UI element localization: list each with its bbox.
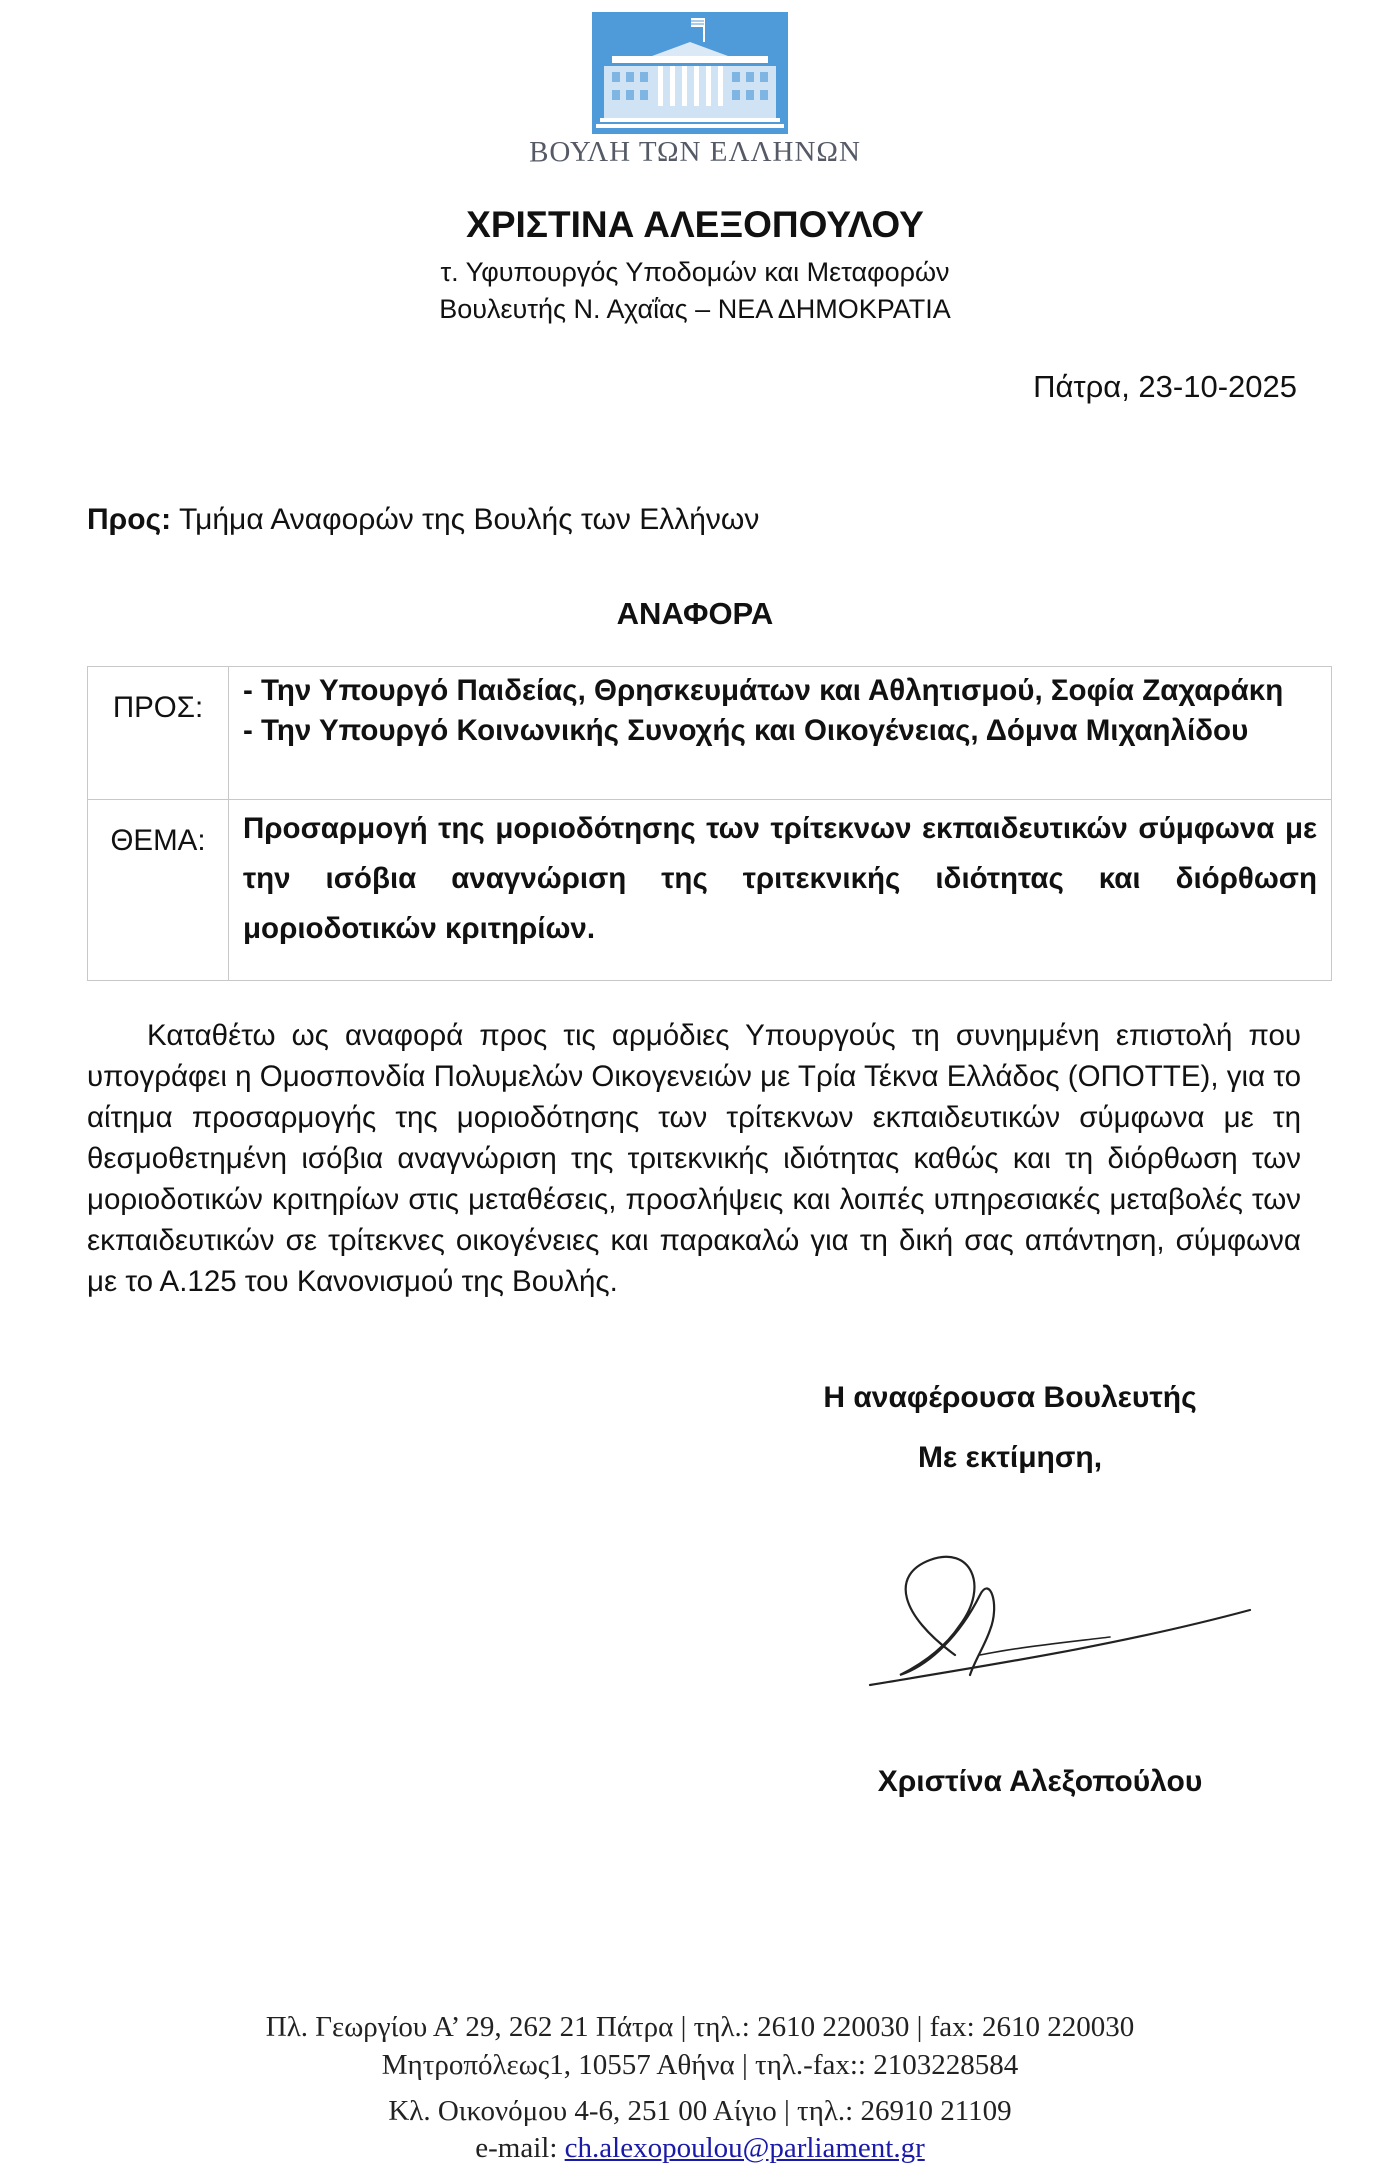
email-link[interactable]: ch.alexopoulou@parliament.gr: [564, 2132, 925, 2164]
footer-address-athens: Μητροπόλεως1, 10557 Αθήνα | τηλ.-fax:: 2103228584: [381, 2049, 1019, 2081]
author-constituency: Βουλευτής Ν. Αχαΐας – ΝΕΑ ΔΗΜΟΚΡΑΤΙΑ: [439, 294, 951, 324]
closing-role: Η αναφέρουσα Βουλευτής: [823, 1381, 1197, 1414]
subject-label: ΘΕΜΑ:: [88, 800, 229, 981]
handwritten-signature: [840, 1535, 1260, 1705]
footer-email-label: e-mail:: [475, 2132, 558, 2164]
addressee-value: Τμήμα Αναφορών της Βουλής των Ελλήνων: [178, 503, 760, 536]
footer-address-patra: Πλ. Γεωργίου Α’ 29, 262 21 Πάτρα | τηλ.: 2610 220030 | fax: 2610 220030: [265, 2011, 1135, 2043]
recipient-item: - Την Υπουργό Παιδείας, Θρησκευμάτων και Αθλητισμού, Σοφία Ζαχαράκη: [243, 674, 1284, 707]
recipients-cell: [229, 667, 1332, 800]
subject-row: [88, 800, 1332, 981]
closing-regards: Με εκτίμηση,: [917, 1441, 1103, 1474]
subject-text: Προσαρμογή της μοριοδότησης των τρίτεκνων εκπαιδευτικών σύμφωνα με την ισόβια αναγνώριση της τριτεκνικής ιδιότητας και διόρθωση μοριοδοτικών κριτηρίων.: [229, 800, 1332, 981]
recipients-row: [88, 667, 1332, 800]
footer-address-aigio: Κλ. Οικονόμου 4-6, 251 00 Αίγιο | τηλ.: 26910 21109: [388, 2095, 1012, 2127]
logo-caption: ΒΟΥΛΗ ΤΩΝ ΕΛΛΗΝΩΝ: [529, 136, 861, 168]
author-role: τ. Υφυπουργός Υποδομών και Μεταφορών: [440, 257, 950, 287]
parliament-logo: [592, 12, 788, 134]
addressee-line: [87, 503, 759, 537]
signer-name: Χριστίνα Αλεξοπούλου: [877, 1765, 1203, 1798]
place-date: Πάτρα, 23-10-2025: [1033, 369, 1297, 404]
recipient-item: - Την Υπουργό Κοινωνικής Συνοχής και Οικογένειας, Δόμνα Μιχαηλίδου: [243, 714, 1249, 747]
recipients-subject-table: [87, 666, 1332, 981]
document-title: ΑΝΑΦΟΡΑ: [616, 596, 774, 631]
footer-email-line: [150, 2132, 1250, 2165]
recipients-label: ΠΡΟΣ:: [88, 667, 229, 800]
body-paragraph: Καταθέτω ως αναφορά προς τις αρμόδιες Υπουργούς τη συνημμένη επιστολή που υπογράφει η Ομοσπονδία Πολυμελών Οικογενειών με Τρία Τέκνα Ελλάδος (ΟΠΟΤΤΕ), για το αίτημα προσαρμογής της μοριοδότησης των τρίτεκνων εκπαιδευτικών σύμφωνα με τη θεσμοθετημένη ισόβια αναγνώριση της τριτεκνικής ιδιότητας καθώς και τη διόρθωση των μοριοδοτικών κριτηρίων στις μεταθέσεις, προσλήψεις και λοιπές υπηρεσιακές μεταβολές των εκπαιδευτικών σε τρίτεκνες οικογένειες και παρακαλώ για τη δική σας απάντηση, σύμφωνα με το Α.125 του Κανονισμού της Βουλής.: [87, 1019, 1301, 1298]
addressee-label: Προς:: [87, 503, 172, 536]
author-name: ΧΡΙΣΤΙΝΑ ΑΛΕΞΟΠΟΥΛΟΥ: [466, 204, 924, 245]
